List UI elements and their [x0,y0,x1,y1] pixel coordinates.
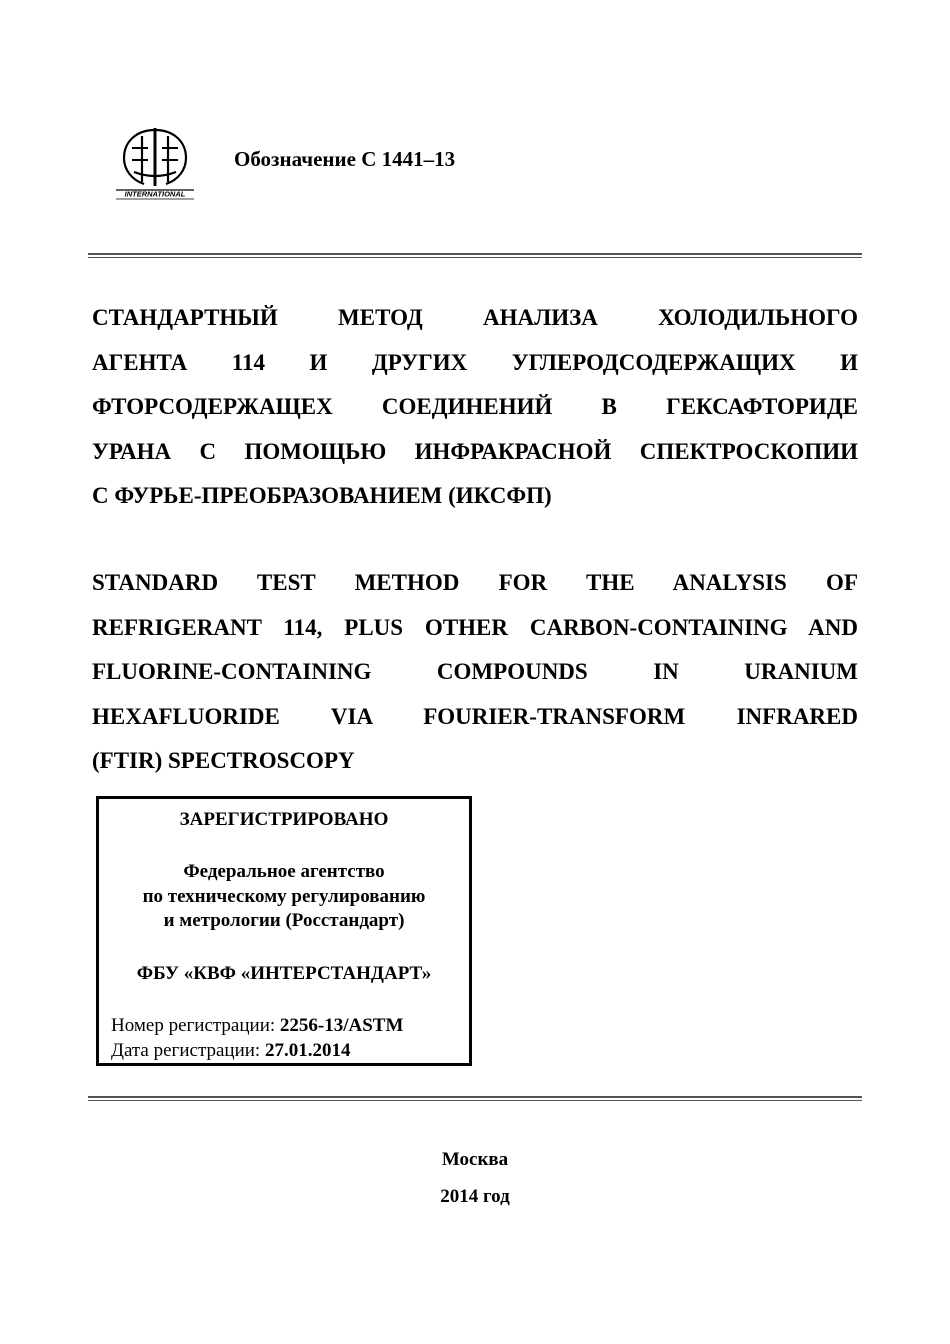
registration-organization: ФБУ «КВФ «ИНТЕРСТАНДАРТ» [136,963,432,984]
title-ru-line: АГЕНТА 114 И ДРУГИХ УГЛЕРОДСОДЕРЖАЩИХ И [92,349,858,375]
astm-logo [112,126,198,200]
registration-date-value: 27.01.2014 [264,1040,351,1061]
title-ru-line: ФТОРСОДЕРЖАЩЕХ СОЕДИНЕНИЙ В ГЕКСАФТОРИДЕ [92,394,858,419]
top-divider [88,253,862,258]
bottom-divider [88,1096,862,1101]
agency-line: Федеральное агентство [183,861,385,882]
publication-city: Москва [441,1149,509,1170]
registration-heading: ЗАРЕГИСТРИРОВАНО [179,809,389,830]
agency-line: и метрологии (Росстандарт) [163,910,405,931]
registration-date [111,1040,350,1062]
title-en-line: HEXAFLUORIDE VIA FOURIER-TRANSFORM INFRARED [92,703,858,729]
publication-year: 2014 год [440,1186,510,1207]
registration-date-label: Дата регистрации: [111,1040,265,1061]
registration-agency [99,860,469,934]
registration-number [111,1015,403,1037]
astm-logo-subtext: INTERNATIONAL [124,189,186,199]
standard-designation: Обозначение С 1441–13 [234,147,456,171]
registration-number-value: 2256-13/ASTM [279,1015,404,1036]
title-ru-line: УРАНА С ПОМОЩЬЮ ИНФРАКРАСНОЙ СПЕКТРОСКОПИИ [92,438,858,464]
title-ru-line: СТАНДАРТНЫЙ МЕТОД АНАЛИЗА ХОЛОДИЛЬНОГО [92,305,858,330]
title-en-line: (FTIR) SPECTROSCOPY [92,748,355,773]
agency-line: по техническому регулированию [142,885,426,907]
title-english [92,561,858,784]
registration-box [96,796,472,1066]
title-en-line: FLUORINE-CONTAINING COMPOUNDS IN URANIUM [92,659,858,684]
title-en-line: REFRIGERANT 114, PLUS OTHER CARBON-CONTAINING AND [92,614,858,640]
title-en-line: STANDARD TEST METHOD FOR THE ANALYSIS OF [92,570,858,595]
astm-logo-icon [112,126,198,200]
title-russian [92,296,858,519]
title-ru-line: С ФУРЬЕ-ПРЕОБРАЗОВАНИЕМ (ИКСФП) [92,483,552,508]
registration-number-label: Номер регистрации: [111,1015,280,1036]
